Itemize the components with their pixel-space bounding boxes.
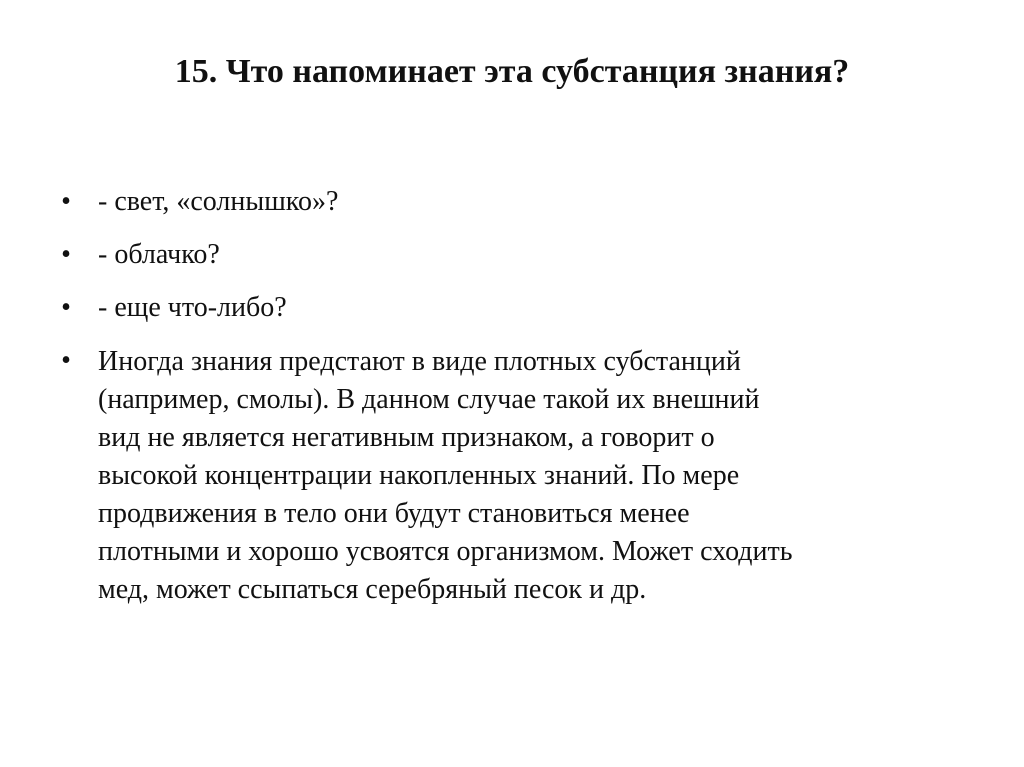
bullet-marker: •	[61, 186, 71, 217]
paragraph-line: вид не является негативным признаком, а говорит о	[98, 422, 715, 453]
bullet-text-light: - свет, «солнышко»?	[98, 186, 339, 217]
paragraph-line: мед, может ссыпаться серебряный песок и др.	[98, 574, 647, 605]
paragraph-line: плотными и хорошо усвоятся организмом. Может сходить	[98, 536, 793, 567]
bullet-item-dense-substances	[56, 343, 961, 609]
bullet-marker: •	[61, 292, 71, 323]
paragraph-line: высокой концентрации накопленных знаний. По мере	[98, 460, 740, 491]
slide-title: 15. Что напоминает эта субстанция знания?	[174, 53, 850, 90]
bullet-item-cloud	[56, 237, 961, 272]
paragraph-line: (например, смолы). В данном случае такой их внешний	[98, 384, 760, 415]
paragraph-line: Иногда знания предстают в виде плотных субстанций	[98, 346, 741, 377]
bullet-text-other: - еще что-либо?	[98, 292, 287, 323]
paragraph-text	[98, 343, 961, 609]
bullet-list	[56, 184, 961, 609]
bullet-item-other	[56, 290, 961, 325]
paragraph-line: продвижения в тело они будут становиться менее	[98, 498, 690, 529]
bullet-marker: •	[61, 239, 71, 270]
bullet-text-cloud: - облачко?	[98, 239, 220, 270]
bullet-marker: •	[61, 345, 71, 376]
bullet-item-light	[56, 184, 961, 219]
